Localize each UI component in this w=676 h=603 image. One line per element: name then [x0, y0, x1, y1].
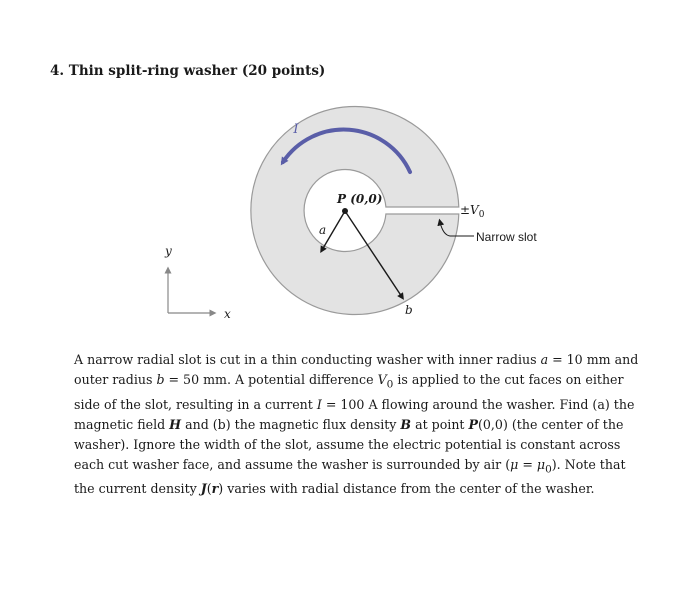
current-label: I — [293, 122, 299, 137]
symbol-mu: μ — [510, 456, 519, 472]
symbol-v0: V — [377, 372, 387, 387]
problem-statement: A narrow radial slot is cut in a thin conducting washer with inner radius a = 10 mm and outer radius b = 50 mm. A potential difference $V_0$ is applied to the cut faces on either side of the slot, resulting in a current I = 100 A flowing around the washer. Find (a) the magnetic field H and (b) the magnetic flux density B at point P(0,0) (the center of the washer). Ignore the width of the slot, assume the electric potential is constant across each cut washer face, and assume the washer is surrounded by air $(\mu = \mu_0)$. Note that the current density J(r) varies with radial distance from the center of the washer. — [74, 352, 639, 497]
problem-title: Thin split-ring washer (20 points) — [68, 63, 326, 79]
voltage-label: $\pm V_0$ — [460, 203, 485, 220]
x-axis-label: x — [224, 307, 231, 321]
symbol-p: P — [468, 416, 478, 432]
outer-radius-label: b — [405, 303, 413, 317]
washer-ring — [251, 107, 459, 315]
symbol-j: J — [200, 481, 207, 497]
symbol-bfield: B — [400, 416, 412, 432]
symbol-a: a — [540, 352, 549, 367]
symbol-i: I — [316, 396, 322, 412]
center-label: P (0,0) — [337, 192, 383, 206]
inner-radius-label: a — [319, 223, 327, 237]
symbol-mu0: μ — [536, 456, 546, 472]
symbol-h: H — [169, 416, 182, 432]
problem-number: 4. — [50, 63, 65, 79]
slot-label: Narrow slot — [476, 230, 537, 244]
symbol-r: r — [211, 481, 219, 497]
y-axis-label: y — [165, 244, 172, 258]
symbol-b: b — [156, 372, 165, 387]
